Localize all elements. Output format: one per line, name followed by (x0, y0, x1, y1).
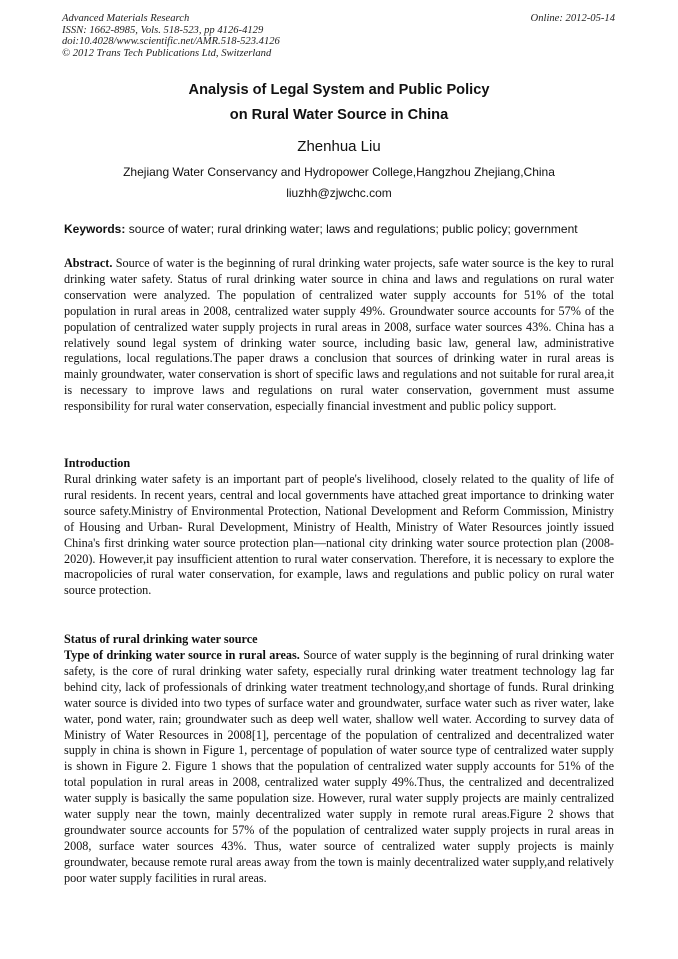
title-line-2: on Rural Water Source in China (229, 107, 449, 123)
copyright-line: © 2012 Trans Tech Publications Ltd, Switzerland (62, 47, 272, 59)
journal-name: Advanced Materials Research (62, 13, 190, 24)
introduction-heading: Introduction (64, 456, 131, 470)
status-paragraph (64, 648, 614, 887)
title-line-1: Analysis of Legal System and Public Policy (188, 82, 490, 98)
online-date: Online: 2012-05-14 (530, 13, 615, 24)
abstract (64, 256, 614, 415)
keywords (64, 222, 616, 236)
issn-line: ISSN: 1662-8985, Vols. 518-523, pp 4126-4129 (62, 24, 264, 36)
keywords-text: source of water; rural drinking water; laws and regulations; public policy; government (125, 222, 578, 236)
publication-info (62, 13, 280, 59)
abstract-label: Abstract. (64, 256, 113, 270)
keywords-label: Keywords: (64, 222, 126, 236)
status-subheading: Type of drinking water source in rural areas. (64, 648, 300, 662)
doi-line: doi:10.4028/www.scientific.net/AMR.518-523.4126 (62, 36, 280, 48)
status-text: Source of water supply is the beginning of rural drinking water safety, is the core of rural drinking water safety, especially rural drinking water treatment technology lag far behind city, lack of professionals of drinking water treatment technology,and shortage of funds. Rural drinking water source is divided into two types of surface water and groundwater, surface water such as river water, lake water, pond water, rain; groundwater such as deep well water, shallow well water. According to survey data of Ministry of Water Resources in 2008[1], percentage of the population of centralized and decentralized water supply in china is shown in Figure 1, percentage of population of water source type of centralized water supply is shown in Figure 2. Figure 1 shows that the population of centralized water supply accounts for 51% of the total population in rural areas in 2008, centralized water supply 49%.Thus, the centralized and decentralized water supply is basically the same population size. However, rural water supply projects are mainly centralized water supply near the town, mainly decentralized water supply in remote rural areas.Figure 2 shows that groundwater source accounts for 57% of the population of centralized water supply projects in rural areas in 2008, surface water sources 43%. Thus, water source of centralized water supply projects is mainly groundwater, because remote rural areas away from the town is mainly decentralized water supply,and relatively poor water supply facilities in rural areas. (64, 648, 614, 885)
affiliation: Zhejiang Water Conservancy and Hydropower College,Hangzhou Zhejiang,China (123, 165, 555, 179)
introduction-text: Rural drinking water safety is an important part of people's livelihood, closely related to the quality of life of rural residents. In recent years, central and local governments have attached great importance to drinking water source safety.Ministry of Environmental Protection, National Development and Reform Commission, Ministry of Housing and Urban- Rural Development, Ministry of Health, Ministry of Water Resources jointly issued China's first drinking water source protection plan—national city drinking water source protection plan (2008-2020). However,it pay insufficient attention to rural water conservation. Therefore, it is necessary to explore the macropolicies of rural water conservation, for example, laws and regulations and public policy on rural water source protection. (64, 472, 614, 598)
abstract-text: Source of water is the beginning of rural drinking water projects, safe water source is the key to rural drinking water safety. Status of rural drinking water source in china and laws and regulations on rural water conservation were analyzed. The population of centralized water supply accounts for 51% of the total population in rural areas in 2008, centralized water supply 49%. Groundwater source accounts for 57% of the population of centralized water supply projects in rural areas in 2008, surface water sources 43%. China has a relatively sound legal system of drinking water source, including basic law, general law, administrative regulations, local regulations.The paper draws a conclusion that sources of drinking water in rural areas is mainly groundwater, water conservation is short of specific laws and regulations and not suitable for rural area,it is necessary to improve laws and regulations on rural water conservation, government must assume responsibility for rural water conservation, especially financial investment and public policy support. (64, 256, 614, 414)
status-heading: Status of rural drinking water source (64, 632, 258, 646)
author-email: liuzhh@zjwchc.com (286, 186, 392, 200)
author-name: Zhenhua Liu (297, 138, 381, 155)
